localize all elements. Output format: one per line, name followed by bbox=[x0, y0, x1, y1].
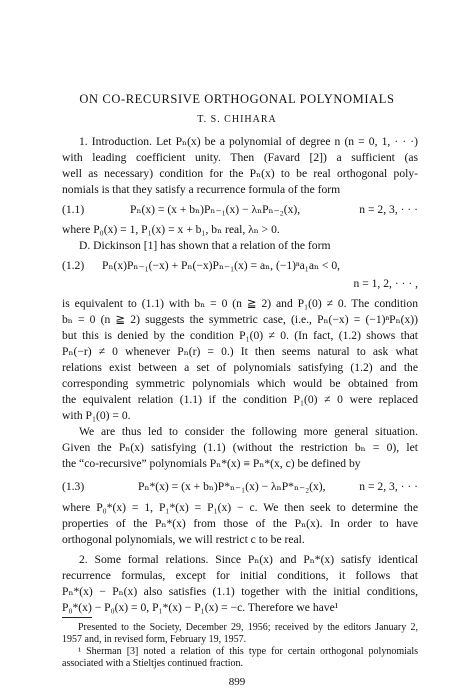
footnote-line: 1957 and, in revised form, February 19, 1957. bbox=[62, 634, 247, 645]
equation-number: (1.2) bbox=[62, 259, 85, 272]
body-line: well as necessary) condition for the Pₙ(x) to be real orthogonal poly- bbox=[62, 167, 418, 180]
body-line: Pₙ*(x) − Pₙ(x) also satisfies (1.1) together with the initial conditions, bbox=[62, 585, 418, 598]
equation-number: (1.1) bbox=[62, 203, 85, 216]
body-line: the “co-recursive” polynomials Pₙ*(x) ≡ Pₙ*(x, c) be defined by bbox=[62, 457, 361, 470]
equation-range: n = 2, 3, · · · bbox=[359, 480, 418, 493]
body-line: with leading coefficient unity. Then (Favard [2]) a sufficient (as bbox=[62, 151, 418, 164]
body-line: properties of the Pₙ*(x) from those of the Pₙ(x). In order to have bbox=[62, 517, 418, 530]
body-line: relations exist between a set of polynomials satisfying (1.2) and the bbox=[62, 361, 418, 374]
body-line: nomials is that they satisfy a recurrence formula of the form bbox=[62, 183, 341, 196]
body-line: the equivalent relation (1.1) if the condition P₁(0) ≠ 0 were replaced bbox=[62, 393, 418, 406]
footnote-line: Presented to the Society, December 29, 1956; received by the editors January 2, bbox=[78, 622, 418, 633]
body-line: is equivalent to (1.1) with bₙ = 0 (n ≧ 2) and P₁(0) ≠ 0. The condition bbox=[62, 297, 418, 310]
body-line: P₀*(x) − P₀(x) = 0, P₁*(x) − P₁(x) = −c. Therefore we have¹ bbox=[62, 601, 339, 614]
equation-range: n = 2, 3, · · · bbox=[359, 203, 418, 216]
equation-number: (1.3) bbox=[62, 480, 85, 493]
body-line: recurrence formulas, except for initial conditions, it follows that bbox=[62, 569, 418, 582]
footnote-rule bbox=[62, 617, 92, 618]
paper-author: T. S. CHIHARA bbox=[197, 114, 277, 125]
body-line: We are thus led to consider the following more general situation. bbox=[79, 425, 418, 438]
body-line: D. Dickinson [1] has shown that a relation of the form bbox=[79, 239, 331, 252]
footnote-line: ¹ Sherman [3] noted a relation of this type for certain orthogonal polynomials bbox=[78, 646, 418, 657]
section-1-heading-line: 1. Introduction. Let Pₙ(x) be a polynomial of degree n (n = 0, 1, · · ·) bbox=[79, 135, 418, 148]
body-line: corresponding symmetric polynomials which would be obtained from bbox=[62, 377, 418, 390]
equation-body: Pₙ(x) = (x + bₙ)Pₙ₋₁(x) − λₙPₙ₋₂(x), bbox=[130, 203, 301, 216]
body-line: where P₀(x) = 1, P₁(x) = x + b₁, bₙ real, λₙ > 0. bbox=[62, 223, 280, 236]
page-number: 899 bbox=[228, 676, 246, 688]
body-line: but this is denied by the condition P₁(0) ≠ 0. (In fact, (1.2) shows that bbox=[62, 329, 418, 342]
equation-body: Pₙ(x)Pₙ₋₁(−x) + Pₙ(−x)Pₙ₋₁(x) = aₙ, (−1)ⁿa₁aₙ < 0, bbox=[102, 259, 341, 272]
paper-title: ON CO-RECURSIVE ORTHOGONAL POLYNOMIALS bbox=[79, 92, 395, 106]
body-line: where P₀*(x) = 1, P₁*(x) = P₁(x) − c. We then seek to determine the bbox=[62, 501, 418, 514]
body-line: orthogonal polynomials, we will restrict c to be real. bbox=[62, 533, 305, 546]
body-line: Pₙ(−r) ≠ 0 whenever Pₙ(r) = 0.) It then seems natural to ask what bbox=[62, 345, 418, 358]
footnote-line: associated with a Stieltjes continued fraction. bbox=[62, 658, 244, 669]
equation-body: Pₙ*(x) = (x + bₙ)P*ₙ₋₁(x) − λₙP*ₙ₋₂(x), bbox=[138, 480, 326, 493]
section-2-heading-line: 2. Some formal relations. Since Pₙ(x) and Pₙ*(x) satisfy identical bbox=[79, 553, 418, 566]
equation-range: n = 1, 2, · · · , bbox=[353, 277, 418, 290]
body-line: bₙ = 0 (n ≧ 2) suggests the symmetric case, (i.e., Pₙ(−x) = (−1)ⁿPₙ(x)) bbox=[62, 313, 418, 326]
body-line: with P₁(0) = 0. bbox=[62, 409, 131, 422]
body-line: Given the Pₙ(x) satisfying (1.1) (without the restriction bₙ = 0), let bbox=[62, 441, 418, 454]
